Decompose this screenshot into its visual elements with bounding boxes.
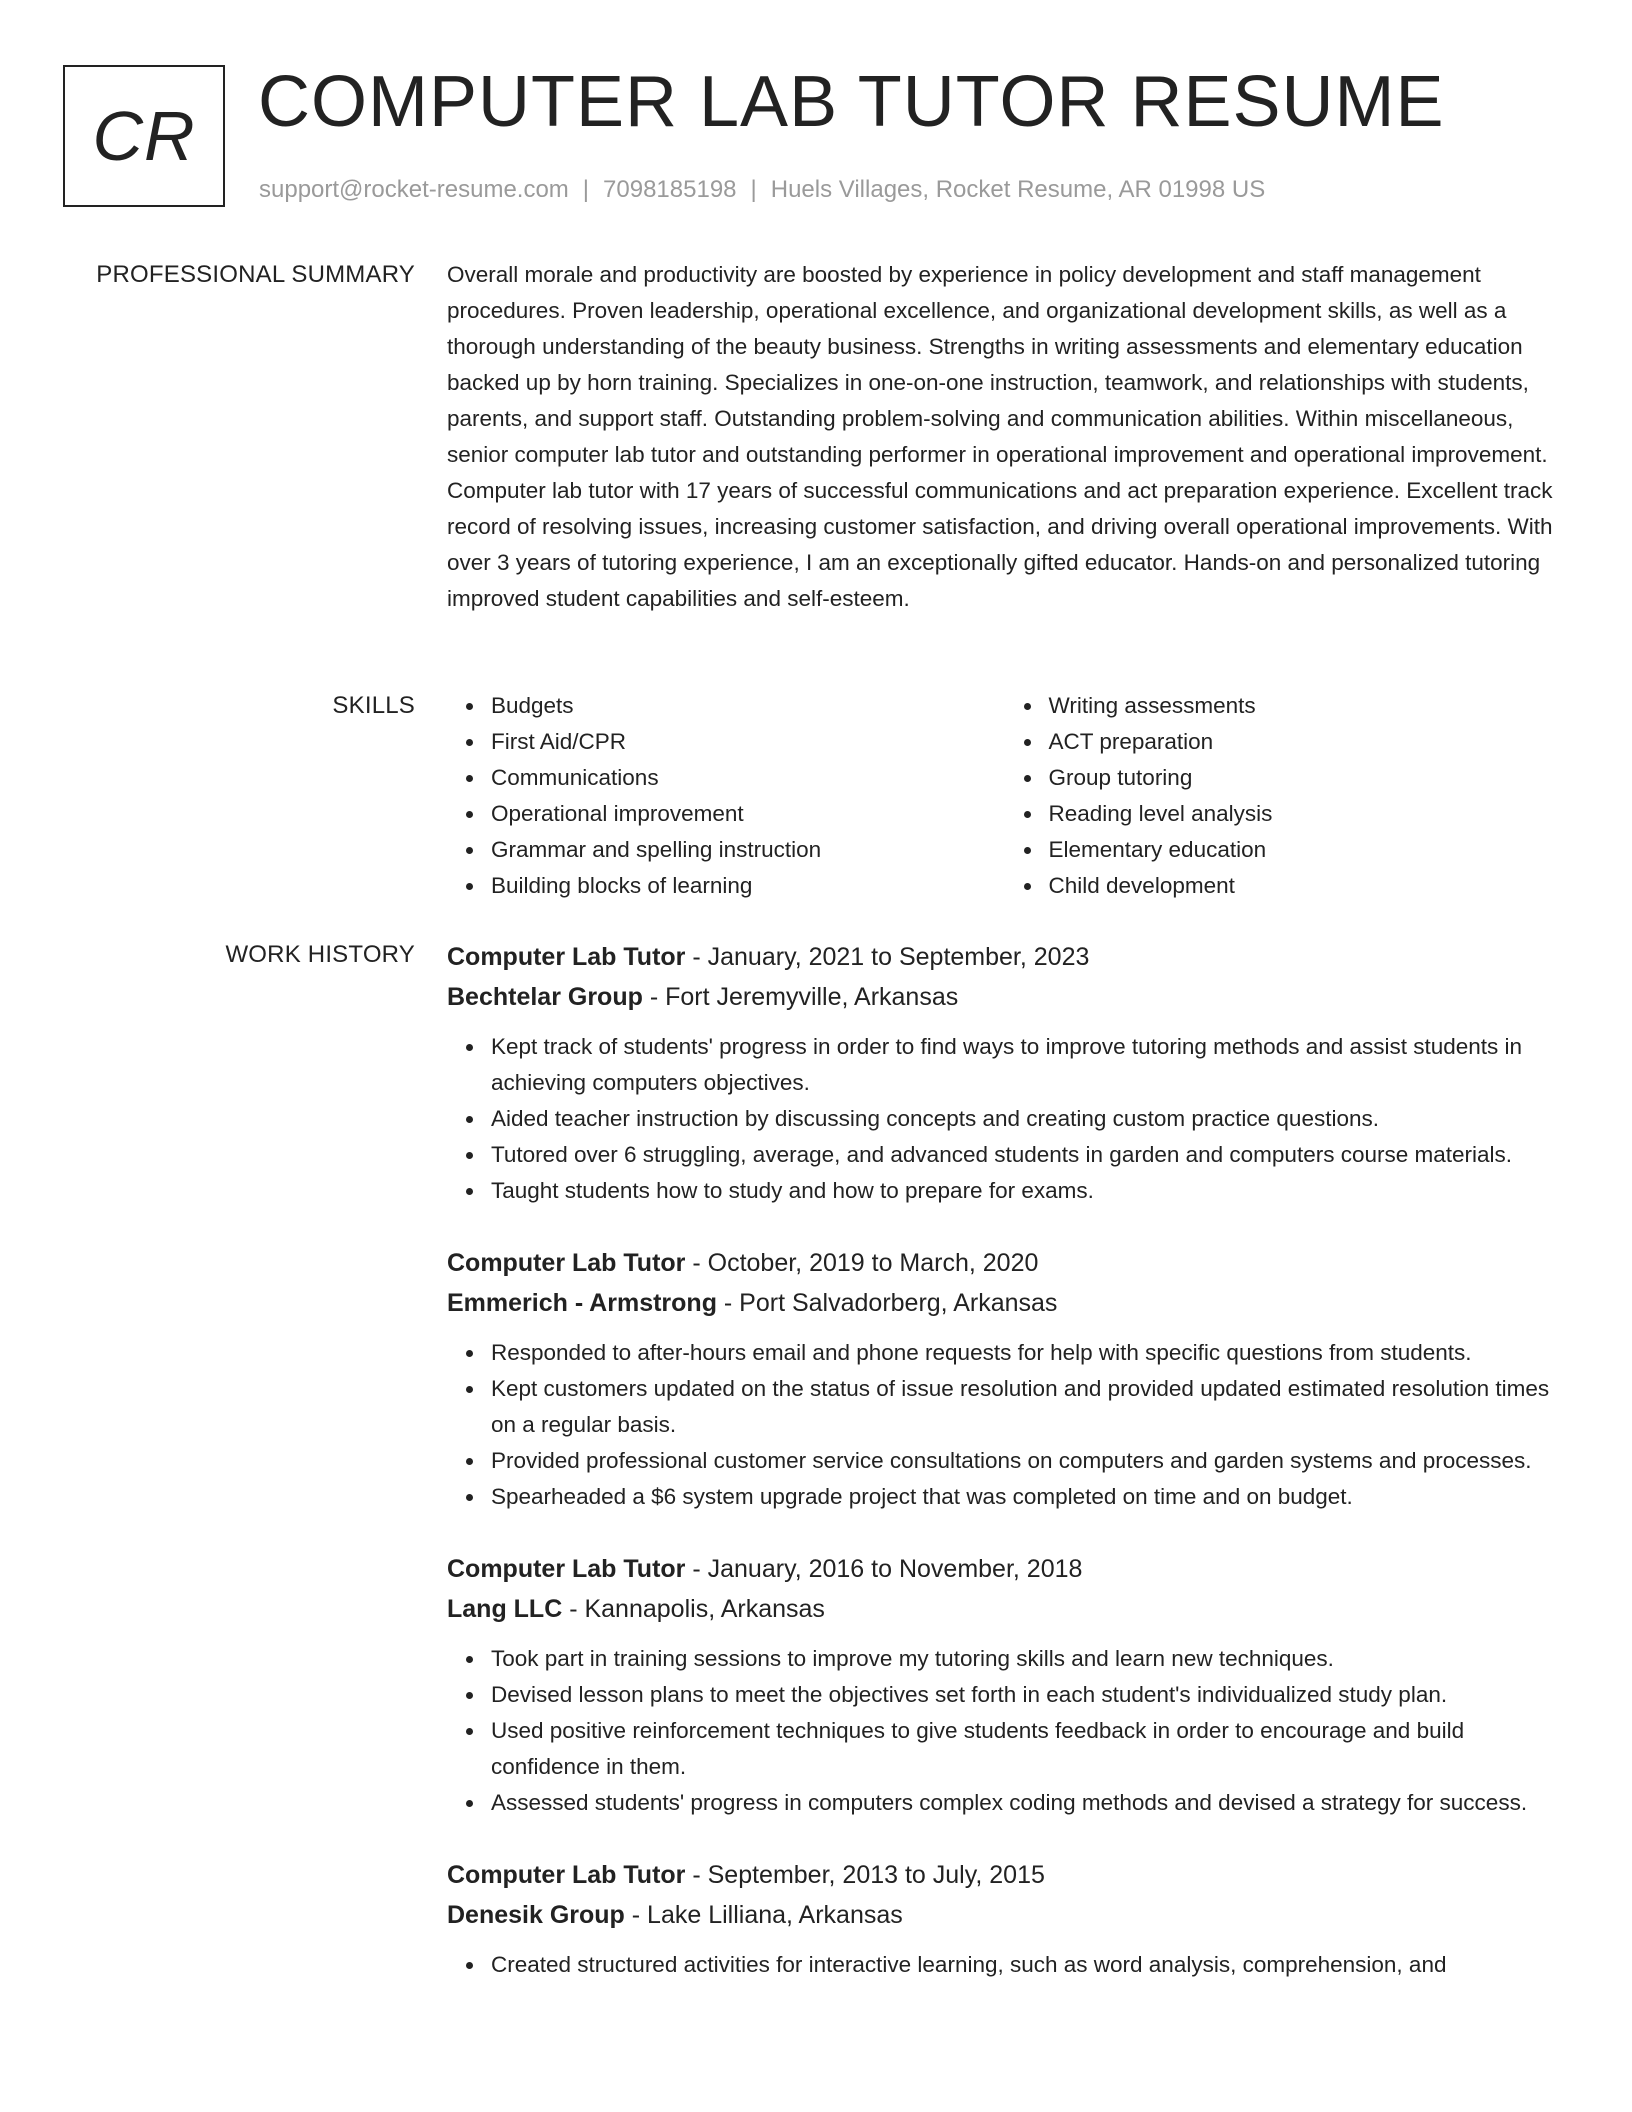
job-company-line — [447, 1895, 1562, 1935]
job-duty: Devised lesson plans to meet the objectives set forth in each student's individualized study plan. — [491, 1677, 1562, 1713]
job-title-line — [447, 937, 1562, 977]
monogram-initials: CR — [92, 97, 196, 175]
job-duty: Created structured activities for interactive learning, such as word analysis, comprehension, and — [491, 1947, 1562, 1983]
job-title: Computer Lab Tutor — [447, 1555, 686, 1583]
job-duty: Used positive reinforcement techniques to give students feedback in order to encourage and build confidence in them. — [491, 1713, 1562, 1785]
job-duties — [447, 1641, 1562, 1821]
contact-address: Huels Villages, Rocket Resume, AR 01998 US — [770, 176, 1266, 203]
contact-separator: | — [750, 176, 757, 203]
skills-grid — [447, 688, 1562, 904]
job-company: Emmerich - Armstrong — [447, 1289, 717, 1317]
job-duty: Tutored over 6 struggling, average, and advanced students in garden and computers course materials. — [491, 1137, 1562, 1173]
job-entry — [447, 1549, 1562, 1821]
monogram-box — [63, 65, 225, 207]
job-dates: - October, 2019 to March, 2020 — [685, 1249, 1039, 1277]
job-duty: Responded to after-hours email and phone requests for help with specific questions from students. — [491, 1335, 1562, 1371]
skill-item: Child development — [1049, 868, 1563, 904]
job-entry — [447, 1243, 1562, 1515]
job-company: Lang LLC — [447, 1595, 563, 1623]
job-duty: Spearheaded a $6 system upgrade project that was completed on time and on budget. — [491, 1479, 1562, 1515]
job-duty: Kept track of students' progress in order to find ways to improve tutoring methods and assist students in achieving computers objectives. — [491, 1029, 1562, 1101]
job-title-line — [447, 1549, 1562, 1589]
job-dates: - September, 2013 to July, 2015 — [685, 1861, 1045, 1889]
job-location: - Lake Lilliana, Arkansas — [624, 1901, 903, 1929]
skill-item: Budgets — [491, 688, 1005, 724]
job-duty: Taught students how to study and how to prepare for exams. — [491, 1173, 1562, 1209]
job-duty: Assessed students' progress in computers complex coding methods and devised a strategy for success. — [491, 1785, 1562, 1821]
skill-item: Group tutoring — [1049, 760, 1563, 796]
skill-item: Reading level analysis — [1049, 796, 1563, 832]
skill-item: ACT preparation — [1049, 724, 1563, 760]
contact-separator: | — [582, 176, 590, 203]
skill-item: Building blocks of learning — [491, 868, 1005, 904]
job-company-line — [447, 977, 1562, 1017]
skills-column-right — [1005, 688, 1563, 904]
job-dates: - January, 2021 to September, 2023 — [685, 943, 1090, 971]
job-company: Bechtelar Group — [447, 983, 643, 1011]
job-title: Computer Lab Tutor — [447, 1861, 686, 1889]
job-dates: - January, 2016 to November, 2018 — [685, 1555, 1083, 1583]
contact-email: support@rocket-resume.com — [259, 176, 569, 203]
summary-text: Overall morale and productivity are boosted by experience in policy development and staff management procedures. Proven leadership, operational excellence, and organizational development skills, as well as a thorough understanding of the beauty business. Strengths in writing assessments and elementary education backed up by horn training. Specializes in one-on-one instruction, teamwork, and relationships with students, parents, and support staff. Outstanding problem-solving and communication abilities. Within miscellaneous, senior computer lab tutor and outstanding performer in operational improvement and operational improvement. Computer lab tutor with 17 years of successful communications and act preparation experience. Excellent track record of resolving issues, increasing customer satisfaction, and driving overall operational improvements. With over 3 years of tutoring experience, I am an exceptionally gifted educator. Hands-on and personalized tutoring improved student capabilities and self-esteem. — [447, 262, 1553, 611]
job-entry — [447, 937, 1562, 1209]
job-title-line — [447, 1855, 1562, 1895]
job-location: - Port Salvadorberg, Arkansas — [716, 1289, 1058, 1317]
skill-item: First Aid/CPR — [491, 724, 1005, 760]
job-duties — [447, 1947, 1562, 1983]
job-duty: Took part in training sessions to improve my tutoring skills and learn new techniques. — [491, 1641, 1562, 1677]
job-location: - Kannapolis, Arkansas — [562, 1595, 825, 1623]
job-entry — [447, 1855, 1562, 1983]
contact-phone: 7098185198 — [603, 176, 737, 203]
job-duty: Aided teacher instruction by discussing concepts and creating custom practice questions. — [491, 1101, 1562, 1137]
job-company-line — [447, 1283, 1562, 1323]
job-company: Denesik Group — [447, 1901, 625, 1929]
job-duty: Provided professional customer service consultations on computers and garden systems and processes. — [491, 1443, 1562, 1479]
job-duties — [447, 1335, 1562, 1515]
summary-heading: PROFESSIONAL SUMMARY — [96, 261, 415, 288]
job-title: Computer Lab Tutor — [447, 1249, 686, 1277]
job-company-line — [447, 1589, 1562, 1629]
work-history-body — [447, 937, 1562, 2017]
skill-item: Grammar and spelling instruction — [491, 832, 1005, 868]
resume-title: COMPUTER LAB TUTOR RESUME — [258, 62, 1445, 142]
skills-column-left — [447, 688, 1005, 904]
job-location: - Fort Jeremyville, Arkansas — [642, 983, 959, 1011]
job-title: Computer Lab Tutor — [447, 943, 686, 971]
skill-item: Operational improvement — [491, 796, 1005, 832]
skills-body — [447, 688, 1562, 904]
contact-line — [259, 174, 1265, 206]
skill-item: Communications — [491, 760, 1005, 796]
skill-item: Writing assessments — [1049, 688, 1563, 724]
work-history-heading: WORK HISTORY — [225, 941, 415, 968]
skill-item: Elementary education — [1049, 832, 1563, 868]
job-duties — [447, 1029, 1562, 1209]
summary-body — [447, 257, 1562, 617]
job-duty: Kept customers updated on the status of issue resolution and provided updated estimated resolution times on a regular basis. — [491, 1371, 1562, 1443]
skills-heading: SKILLS — [332, 692, 415, 719]
job-title-line — [447, 1243, 1562, 1283]
